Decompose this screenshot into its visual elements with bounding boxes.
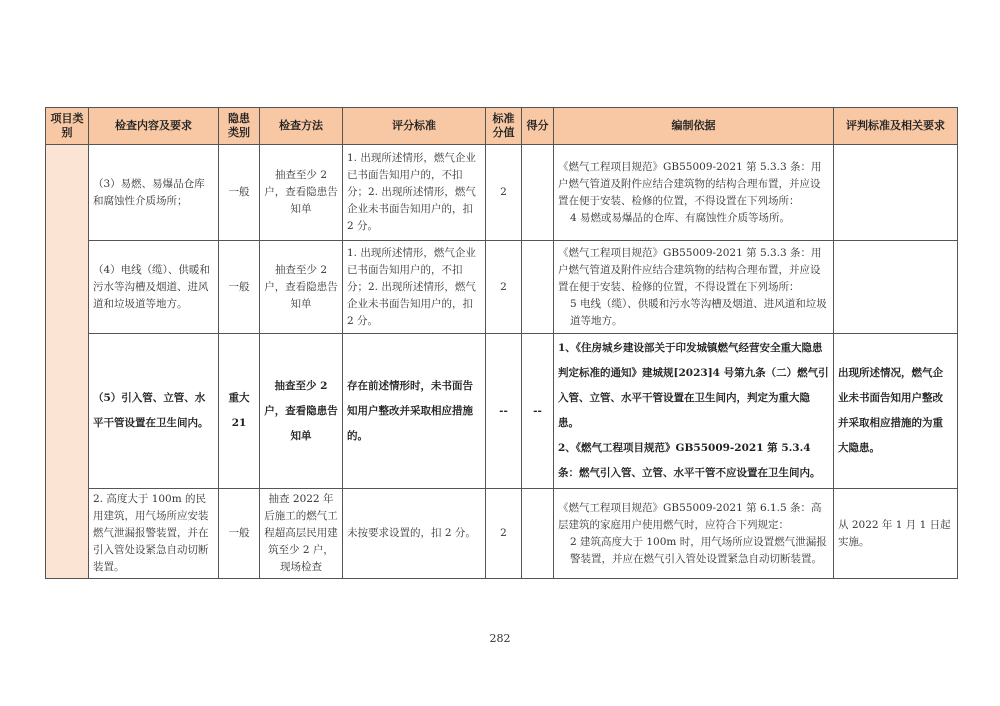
basis-line: 2 建筑高度大于 100m 时，用气场所应设置燃气泄漏报警装置，并应在燃气引入管处设置紧急自动切断装置。 <box>570 535 827 565</box>
criteria-cell: 1. 出现所述情形，燃气企业已书面告知用户的，不扣分；2. 出现所述情形，燃气企业未书面告知用户的，扣 2 分。 <box>343 241 486 334</box>
header-hazard-type: 隐患类别 <box>219 108 260 145</box>
judge-cell: 出现所述情况，燃气企业未书面告知用户整改并采取相应措施的为重大隐患。 <box>834 334 958 489</box>
method-cell: 抽查至少 2 户，查看隐患告知单 <box>260 241 343 334</box>
content-cell: （5）引入管、立管、水平干管设置在卫生间内。 <box>89 334 219 489</box>
criteria-cell: 1. 出现所述情形，燃气企业已书面告知用户的，不扣分；2. 出现所述情形，燃气企业未书面告知用户的，扣 2 分。 <box>343 145 486 241</box>
hazard-type-cell: 一般 <box>219 145 260 241</box>
header-score: 标准分值 <box>486 108 522 145</box>
got-cell <box>522 489 554 579</box>
header-row <box>46 108 958 145</box>
header-content: 检查内容及要求 <box>89 108 219 145</box>
criteria-cell: 存在前述情形时，未书面告知用户整改并采取相应措施的。 <box>343 334 486 489</box>
basis-cell <box>554 334 834 489</box>
got-cell <box>522 241 554 334</box>
hazard-type-cell: 重大 21 <box>219 334 260 489</box>
basis-line: 《燃气工程项目规范》GB55009-2021 第 5.3.3 条：用户燃气管道及附件应结合建筑物的结构合理布置，并应设置在便于安装、检修的位置，不得设置在下列场所： <box>558 160 822 207</box>
got-cell: -- <box>522 334 554 489</box>
score-cell: 2 <box>486 241 522 334</box>
basis-line: 1、《住房城乡建设部关于印发城镇燃气经营安全重大隐患判定标准的通知》建城规[2023]4 号第九条（二）燃气引入管、立管、水平干管设置在卫生间内，判定为重大隐患。 <box>558 342 829 429</box>
header-category: 项目类别 <box>46 108 89 145</box>
table-row <box>46 145 958 241</box>
judge-cell: 从 2022 年 1 月 1 日起实施。 <box>834 489 958 579</box>
basis-line: 《燃气工程项目规范》GB55009-2021 第 6.1.5 条：高层建筑的家庭用户使用燃气时，应符合下列规定： <box>558 501 822 531</box>
content-cell: （3）易燃、易爆品仓库和腐蚀性介质场所； <box>89 145 219 241</box>
inspection-table <box>45 107 958 579</box>
header-method: 检查方法 <box>260 108 343 145</box>
page-number: 282 <box>489 632 511 645</box>
method-cell: 抽查至少 2 户，查看隐患告知单 <box>260 334 343 489</box>
got-cell <box>522 145 554 241</box>
basis-cell <box>554 241 834 334</box>
method-cell: 抽查 2022 年后施工的燃气工程超高层民用建筑至少 2 户，现场检查 <box>260 489 343 579</box>
method-cell: 抽查至少 2 户，查看隐患告知单 <box>260 145 343 241</box>
hazard-type-cell: 一般 <box>219 241 260 334</box>
header-got: 得分 <box>522 108 554 145</box>
header-basis: 编制依据 <box>554 108 834 145</box>
score-cell: -- <box>486 334 522 489</box>
table-row <box>46 334 958 489</box>
content-cell: 2. 高度大于 100m 的民用建筑，用气场所应安装燃气泄漏报警装置，并在引入管处设紧急自动切断装置。 <box>89 489 219 579</box>
table-row <box>46 489 958 579</box>
score-cell: 2 <box>486 489 522 579</box>
basis-line: 4 易燃或易爆品的仓库、有腐蚀性介质等场所。 <box>570 211 791 224</box>
judge-cell <box>834 241 958 334</box>
category-cell <box>46 145 89 579</box>
score-cell: 2 <box>486 145 522 241</box>
criteria-cell: 未按要求设置的，扣 2 分。 <box>343 489 486 579</box>
basis-cell <box>554 145 834 241</box>
basis-line: 2、《燃气工程项目规范》GB55009-2021 第 5.3.4 条：燃气引入管、立管、水平干管不应设置在卫生间内。 <box>558 442 821 479</box>
basis-line: 5 电线（缆）、供暖和污水等沟槽及烟道、进风道和垃圾道等地方。 <box>570 297 827 327</box>
header-judge: 评判标准及相关要求 <box>834 108 958 145</box>
basis-line: 《燃气工程项目规范》GB55009-2021 第 5.3.3 条：用户燃气管道及附件应结合建筑物的结构合理布置，并应设置在便于安装、检修的位置，不得设置在下列场所： <box>558 246 822 293</box>
content-cell: （4）电线（缆）、供暖和污水等沟槽及烟道、进风道和垃圾道等地方。 <box>89 241 219 334</box>
table-row <box>46 241 958 334</box>
judge-cell <box>834 145 958 241</box>
hazard-type-cell: 一般 <box>219 489 260 579</box>
basis-cell <box>554 489 834 579</box>
header-criteria: 评分标准 <box>343 108 486 145</box>
